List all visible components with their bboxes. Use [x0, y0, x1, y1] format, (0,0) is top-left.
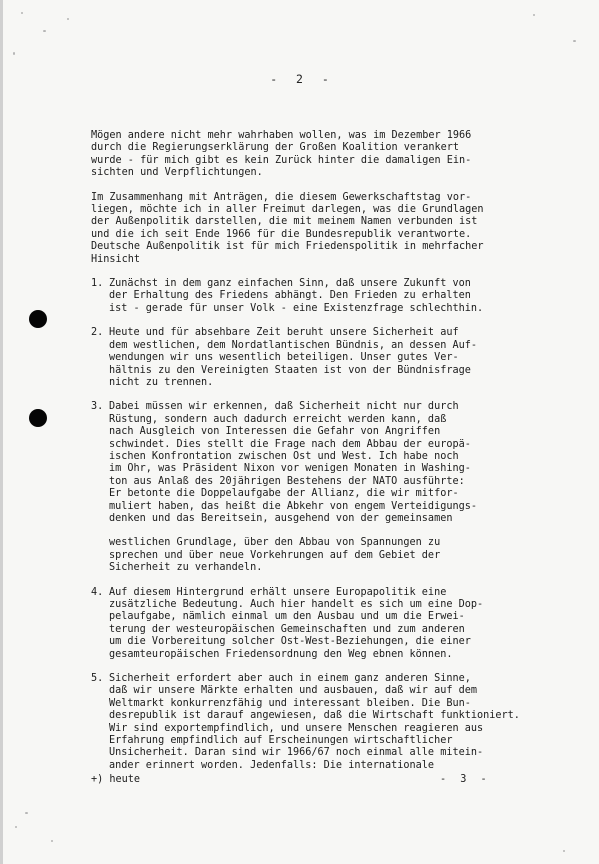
list-text: Zunächst in dem ganz einfachen Sinn, daß unsere Zukunft von der Erhaltung des Friedens abhängt. Den Frieden zu erhalten ist - gerade für unser Volk - eine Existenzfrage schlechthin.: [109, 278, 484, 314]
scan-speck: [43, 30, 46, 32]
list-number: 1.: [91, 278, 104, 290]
next-page-catchword: - 3 -: [440, 774, 491, 785]
document-body: [91, 130, 591, 772]
list-item: [91, 673, 591, 772]
punch-hole: [29, 310, 47, 328]
punch-hole: [29, 409, 47, 427]
paragraph-intro: Mögen andere nicht mehr wahrhaben wollen, was im Dezember 1966 durch die Regierungserklärung der Großen Koalition verankert wurde - für mich gibt es kein Zurück hinter die damaligen Ein- sichten und Verpflichtungen.: [91, 130, 472, 179]
list-text: Heute und für absehbare Zeit beruht unsere Sicherheit auf dem westlichen, dem Nordatlantischen Bündnis, an dessen Auf- wendungen wir uns wesentlich beteiligen. Unser gutes Ver- hältnis zu den Vereinigten Staaten ist von der Bündnisfrage nicht zu trennen.: [109, 327, 478, 388]
page-number-header: - 2 -: [270, 72, 335, 86]
list-number: 4.: [91, 586, 104, 598]
footnote: +) heute: [91, 774, 141, 785]
list-continuation: westlichen Grundlage, über den Abbau von Spannungen zu sprechen und über neue Vorkehrungen auf dem Gebiet der Sicherheit zu verhandeln.: [109, 537, 441, 574]
list-item: [91, 401, 591, 525]
scan-speck: [25, 812, 28, 814]
scan-speck: [21, 12, 23, 14]
paragraph-context: Im Zusammenhang mit Anträgen, die diesem Gewerkschaftstag vor- liegen, möchte ich in aller Freimut darlegen, was die Grundlagen der Außenpolitik darstellen, die mit meinem Namen verbunden ist und die ich seit Ende 1966 für die Bundesrepublik verantworte. Deutsche Außenpolitik ist für mich Friedenspolitik in mehrfacher Hinsicht: [91, 191, 484, 265]
list-text: Dabei müssen wir erkennen, daß Sicherheit nicht nur durch Rüstung, sondern auch dadurch erreicht werden kann, daß nach Ausgleich von Interessen die Gefahr von Angriffen schwindet. Dies stellt die Frage nach dem Abbau der europä- ischen Konfrontation zwischen Ost und West. Ich habe noch im Ohr, was Präsident Nixon vor wenigen Monaten in Washing- ton aus Anlaß des 20jährigen Bestehens der NATO ausführte: Er betonte die Doppelaufgabe der Allianz, die wir mitfor- muliert haben, das heißt die Abkehr von engem Verteidigungs- denken und das Bereitsein, ausgehend von der gemeinsamen: [109, 401, 478, 524]
scan-speck: [563, 850, 565, 852]
list-number: 2.: [91, 327, 104, 339]
scan-speck: [67, 18, 69, 20]
scan-speck: [51, 840, 53, 842]
scan-speck: [15, 826, 17, 828]
list-item: [91, 278, 591, 315]
list-number: 3.: [91, 401, 104, 413]
list-text: Auf diesem Hintergrund erhält unsere Europapolitik eine zusätzliche Bedeutung. Auch hier handelt es sich um eine Dop- pelaufgabe, nämlich einmal um den Ausbau und um die Erwei- terung der westeuropäischen Gemeinschaften und zum anderen um die Vorbereitung solcher Ost-West-Beziehungen, die einer gesamteuropäischen Friedensordnung den Weg ebnen können.: [109, 586, 484, 660]
list-item: [91, 327, 591, 389]
scan-speck: [13, 52, 15, 55]
list-text: Sicherheit erfordert aber auch in einem ganz anderen Sinne, daß wir unsere Märkte erhalten und ausbauen, daß wir auf dem Weltmarkt konkurrenzfähig und interessant bleiben. Die Bun- desrepublik ist darauf angewiesen, daß die Wirtschaft funktioniert. Wir sind exportempfindlich, und unsere Menschen reagieren aus Erfahrung empfindlich auf Erscheinungen wirtschaftlicher Unsicherheit. Daran sind wir 1966/67 noch einmal alle mitein- ander erinnert worden. Jedenfalls: Die internationale: [109, 673, 520, 771]
list-number: 5.: [91, 673, 104, 685]
list-item: [91, 587, 591, 661]
scan-speck: [533, 14, 535, 16]
scan-speck: [573, 40, 576, 42]
